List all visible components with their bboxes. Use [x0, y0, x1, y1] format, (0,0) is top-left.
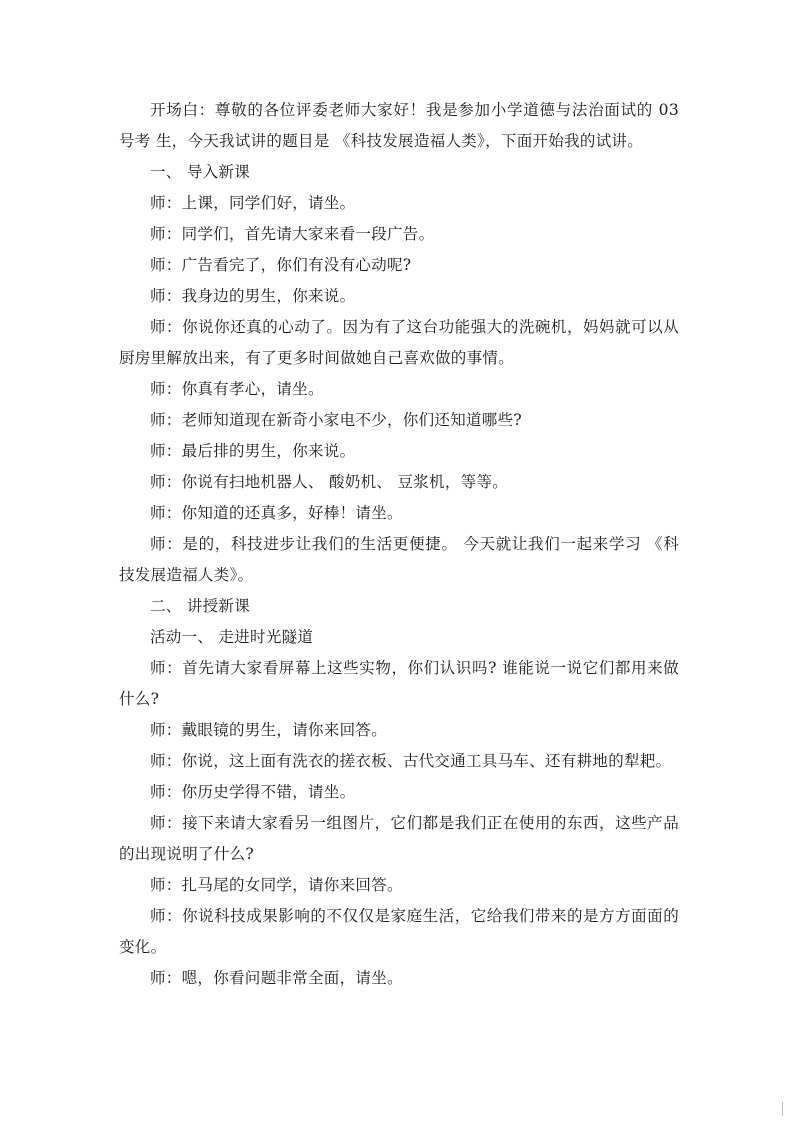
dialogue-line: 师：你说有扫地机器人、 酸奶机、 豆浆机，等等。 [150, 473, 509, 491]
section-heading-new-lesson: 二、 讲授新课 [150, 597, 251, 615]
dialogue-line: 师：你说科技成果影响的不仅仅是家庭生活，它给我们带来的是方方面面的变化。 [119, 907, 679, 956]
dialogue-line: 师：戴眼镜的男生，请你来回答。 [150, 721, 388, 739]
dialogue-line: 师：扎马尾的女同学，请你来回答。 [150, 876, 403, 894]
dialogue-line: 师：你说，这上面有洗衣的搓衣板、古代交通工具马车、还有耕地的犁耙。 [150, 752, 672, 770]
dialogue-line: 师：你知道的还真多，好棒！请坐。 [150, 504, 403, 522]
page-edge-marker [782, 1102, 783, 1116]
dialogue-line: 师：你历史学得不错，请坐。 [150, 783, 356, 801]
opening-paragraph: 开场白：尊敬的各位评委老师大家好！我是参加小学道德与法治面试的 03 号考 生，今天我试讲的题目是 《科技发展造福人类》，下面开始我的试讲。 [119, 101, 679, 150]
dialogue-line: 师：接下来请大家看另一组图片，它们都是我们正在使用的东西，这些产品的出现说明了什么? [119, 814, 679, 863]
section-heading-introduction: 一、 导入新课 [150, 163, 251, 181]
document-body [119, 95, 679, 994]
dialogue-line: 师：广告看完了，你们有没有心动呢? [150, 256, 412, 274]
dialogue-line: 师：老师知道现在新奇小家电不少，你们还知道哪些? [150, 411, 523, 429]
dialogue-line: 师：你真有孝心，请坐。 [150, 380, 324, 398]
dialogue-line: 师：首先请大家看屏幕上这些实物，你们认识吗? 谁能说一说它们都用来做什么? [119, 659, 679, 708]
dialogue-line: 师：是的，科技进步让我们的生活更便捷。 今天就让我们一起来学习 《科技发展造福人类》。 [119, 535, 679, 584]
dialogue-line: 师：最后排的男生，你来说。 [150, 442, 356, 460]
activity-heading: 活动一、 走进时光隧道 [150, 628, 314, 646]
dialogue-line: 师：你说你还真的心动了。因为有了这台功能强大的洗碗机，妈妈就可以从厨房里解放出来，有了更多时间做她自己喜欢做的事情。 [119, 318, 679, 367]
dialogue-line: 师：上课，同学们好，请坐。 [150, 194, 356, 212]
dialogue-line: 师：我身边的男生，你来说。 [150, 287, 356, 305]
dialogue-line: 师：同学们，首先请大家来看一段广告。 [150, 225, 435, 243]
dialogue-line: 师：嗯，你看问题非常全面，请坐。 [150, 969, 403, 987]
